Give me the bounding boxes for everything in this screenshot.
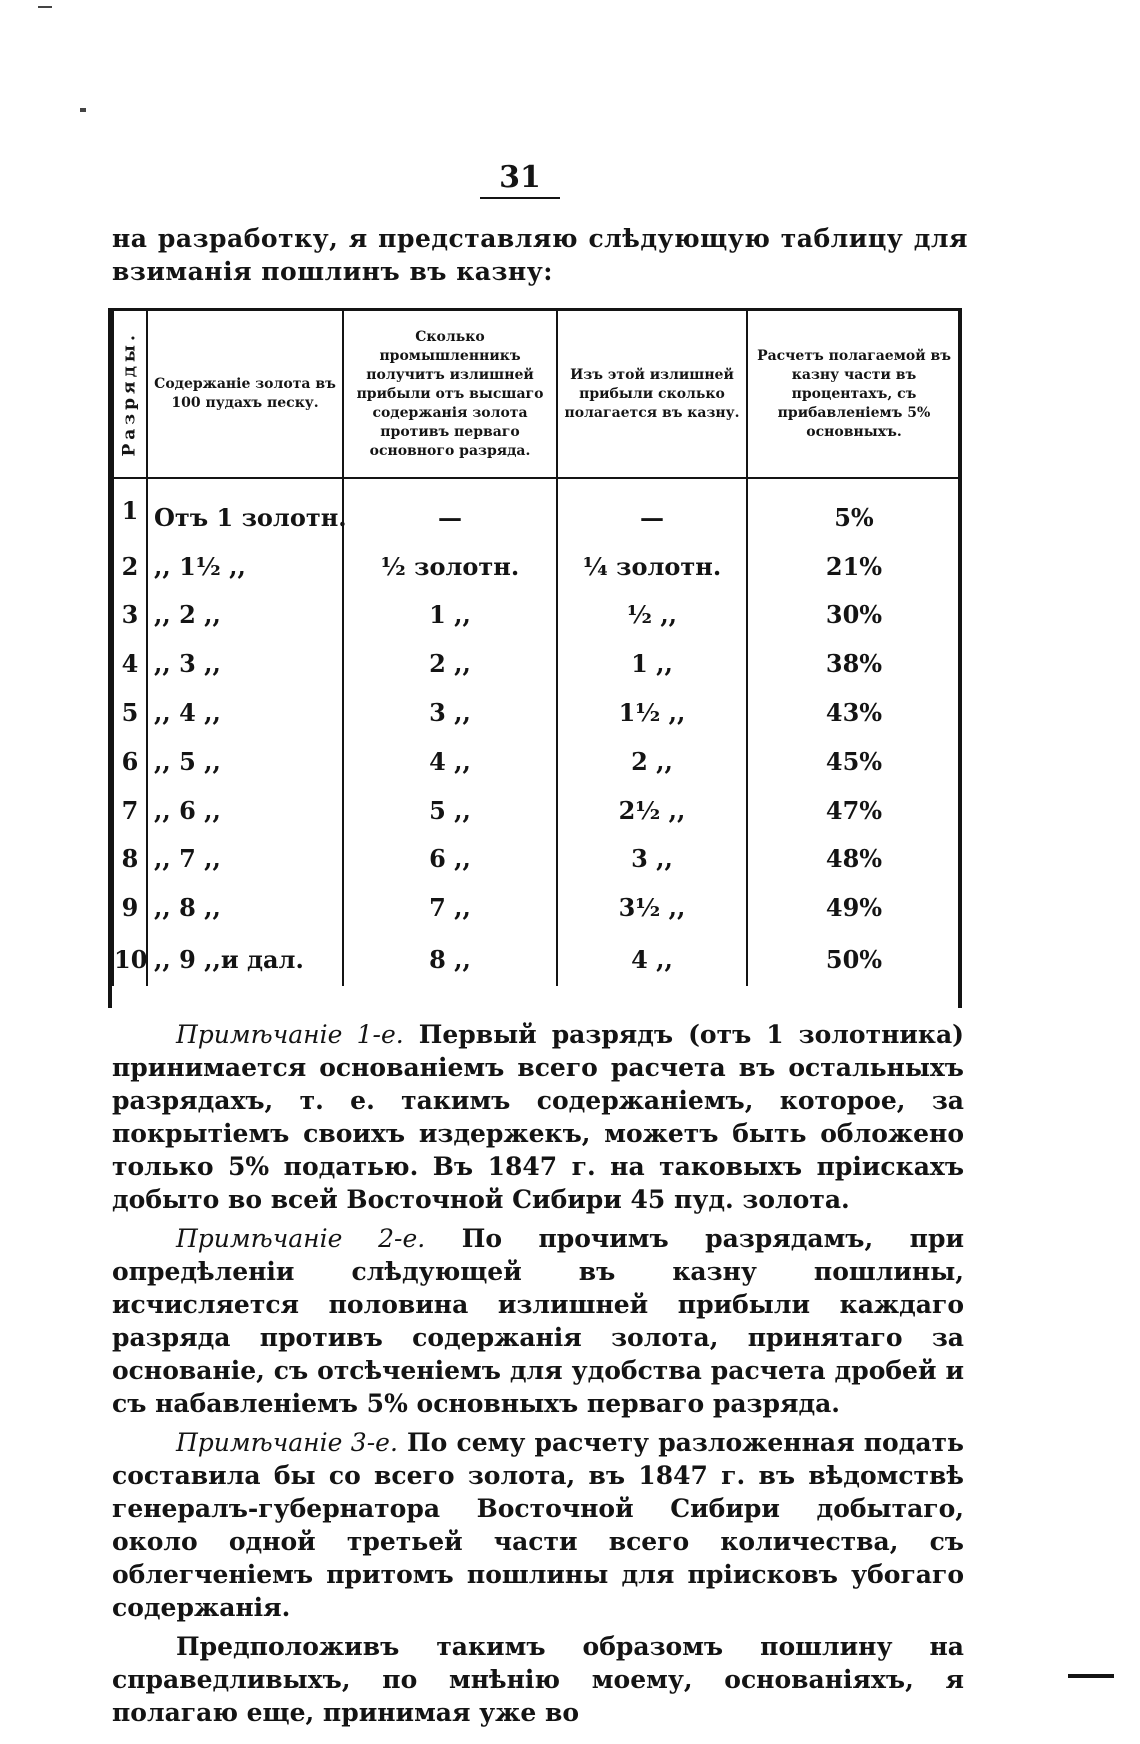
table-row [113,932,961,986]
cell-rank: 7 [113,786,147,835]
cell-treasury: 2½ ,, [557,786,747,835]
header-percent: Расчетъ полагаемой въ казну части въ процентахъ, съ прибавленіемъ 5% основныхъ. [747,310,961,479]
header-treasury-share: Изъ этой излишней прибыли сколько полагается въ казну. [557,310,747,479]
cell-percent: 30% [747,591,961,640]
cell-rank: 1 [113,478,147,542]
header-rank: Разряды. [113,310,147,479]
cell-rank: 4 [113,639,147,688]
note-text: По сему расчету разложенная подать составила бы со всего золота, въ 1847 г. въ вѣдомствѣ генералъ-губернатора Восточной Сибири добытаго, около одной третьей части всего количества, съ облегченіемъ притомъ пошлины для пріисковъ убогаго содержанія. [112,1428,964,1622]
cell-content: ,, 2 ,, [147,591,343,640]
table-row [113,639,961,688]
cell-content: ,, 8 ,, [147,883,343,932]
body-text: Предположивъ такимъ образомъ пошлину на справедливыхъ, по мнѣнію моему, основаніяхъ, я полагаю еще, принимая уже во [112,1632,964,1727]
cell-percent: 48% [747,835,961,884]
note-label: Примѣчаніе 2-е. [176,1224,426,1253]
note-paragraph [112,1018,964,1216]
cell-content: Отъ 1 золотн. [147,478,343,542]
cell-treasury: — [557,478,747,542]
notes-section [112,1018,964,1735]
cell-profit: 4 ,, [343,737,557,786]
cell-profit: — [343,478,557,542]
note-text: Первый разрядъ (отъ 1 золотника) принимается основаніемъ всего расчета въ остальныхъ разрядахъ, т. е. такимъ содержаніемъ, которое, за покрытіемъ своихъ издержекъ, можетъ быть обложено только 5% податью. Въ 1847 г. на таковыхъ пріискахъ добыто во всей Восточной Сибири 45 пуд. золота. [112,1020,964,1214]
cell-treasury: 3½ ,, [557,883,747,932]
cell-percent: 50% [747,932,961,986]
cell-rank: 6 [113,737,147,786]
cell-content: ,, 4 ,, [147,688,343,737]
cell-rank: 3 [113,591,147,640]
table-header-row [113,310,961,479]
cell-profit: 7 ,, [343,883,557,932]
cell-profit: 8 ,, [343,932,557,986]
cell-treasury: 3 ,, [557,835,747,884]
table-row [113,835,961,884]
note-paragraph [112,1426,964,1624]
note-paragraph [112,1222,964,1420]
cell-percent: 21% [747,542,961,591]
scan-dash-mark [1068,1674,1114,1678]
scan-mark [38,6,52,8]
cell-rank: 2 [113,542,147,591]
duty-table [112,308,962,986]
cell-content: ,, 9 ,,и дал. [147,932,343,986]
cell-percent: 38% [747,639,961,688]
cell-percent: 49% [747,883,961,932]
table-row [113,591,961,640]
cell-profit: 3 ,, [343,688,557,737]
cell-content: ,, 1½ ,, [147,542,343,591]
table-row [113,883,961,932]
page-number: 31 [480,160,560,199]
cell-treasury: 2 ,, [557,737,747,786]
cell-profit: ½ золотн. [343,542,557,591]
intro-paragraph: на разработку, я представляю слѣдующую таблицу для взиманія пошлинъ въ казну: [112,224,968,286]
header-excess-profit: Сколько промышленникъ получитъ излишней прибыли отъ высшаго содержанія золота противъ перваго основного разряда. [343,310,557,479]
table-row [113,786,961,835]
table-row [113,737,961,786]
cell-treasury: 4 ,, [557,932,747,986]
cell-content: ,, 5 ,, [147,737,343,786]
cell-rank: 8 [113,835,147,884]
body-paragraph [112,1630,964,1729]
cell-treasury: ½ ,, [557,591,747,640]
cell-percent: 47% [747,786,961,835]
cell-treasury: ¼ золотн. [557,542,747,591]
header-gold-content: Содержаніе золота въ 100 пудахъ песку. [147,310,343,479]
cell-treasury: 1 ,, [557,639,747,688]
scan-speck [80,108,86,112]
cell-content: ,, 7 ,, [147,835,343,884]
cell-content: ,, 6 ,, [147,786,343,835]
cell-content: ,, 3 ,, [147,639,343,688]
note-text: По прочимъ разрядамъ, при опредѣленіи слѣдующей въ казну пошлины, исчисляется половина излишней прибыли каждаго разряда противъ содержанія золота, принятаго за основаніе, съ отсѣченіемъ для удобства расчета дробей и съ набавленіемъ 5% основныхъ перваго разряда. [112,1224,964,1418]
cell-profit: 1 ,, [343,591,557,640]
note-label: Примѣчаніе 3-е. [176,1428,398,1457]
cell-profit: 5 ,, [343,786,557,835]
table-row [113,542,961,591]
cell-rank: 9 [113,883,147,932]
cell-treasury: 1½ ,, [557,688,747,737]
note-label: Примѣчаніе 1-е. [176,1020,404,1049]
cell-percent: 45% [747,737,961,786]
cell-profit: 6 ,, [343,835,557,884]
cell-rank: 10 [113,932,147,986]
cell-percent: 5% [747,478,961,542]
table-row [113,478,961,542]
cell-profit: 2 ,, [343,639,557,688]
cell-rank: 5 [113,688,147,737]
table-row [113,688,961,737]
cell-percent: 43% [747,688,961,737]
